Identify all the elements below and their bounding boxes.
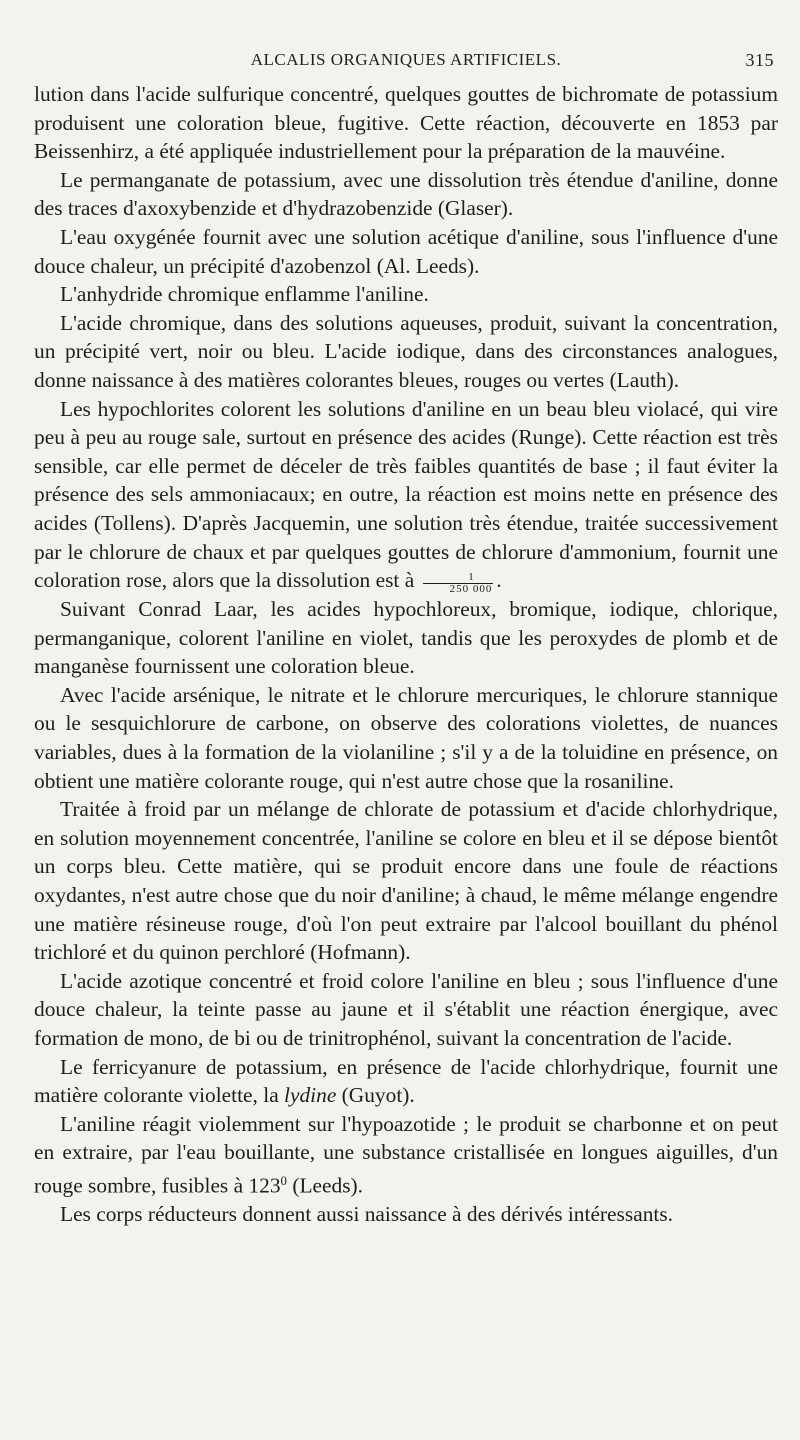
paragraph: Traitée à froid par un mélange de chlorate de potassium et d'acide chlorhydrique, en solution moyennement concentrée, l'aniline se colore en bleu et il se dépose bientôt un corps bleu. Cette matière, qui se produit encore dans une foule de réactions oxydantes, n'est autre chose que du noir d'aniline; à chaud, le même mélange engendre une matière résineuse rouge, d'où l'on peut extraire par l'alcool bouillant du phénol trichloré et du quinon perchloré (Hofmann).: [34, 797, 778, 965]
body-text: [34, 80, 778, 1229]
degree-mark: 0: [280, 1173, 287, 1188]
paragraph: Le permanganate de potassium, avec une dissolution très étendue d'aniline, donne des traces d'axoxybenzide et d'hydrazobenzide (Glaser).: [34, 167, 778, 221]
paragraph: [34, 1053, 778, 1110]
paragraph: [34, 1110, 778, 1200]
paragraph: lution dans l'acide sulfurique concentré, quelques gouttes de bichromate de potassium produisent une coloration bleue, fugitive. Cette réaction, découverte en 1853 par Beissenhirz, a été appliquée industriellement pour la préparation de la mauvéine.: [34, 82, 778, 164]
running-title: ALCALIS ORGANIQUES ARTIFICIELS.: [250, 50, 562, 69]
paragraph-text: Les hypochlorites colorent les solutions d'aniline en un beau bleu violacé, qui vire peu à peu au rouge sale, surtout en présence des acides (Runge). Cette réaction est très sensible, car elle permet de déceler de très faibles quantités de base ; il faut éviter la présence des sels ammoniacaux; en outre, la réaction est moins nette en présence des acides (Tollens). D'après Jacquemin, une solution très étendue, traitée successivement par le chlorure de chaux et par quelques gouttes de chlorure d'ammonium, fournit une coloration rose, alors que la dissolution est à: [34, 396, 778, 593]
paragraph: Suivant Conrad Laar, les acides hypochloreux, bromique, iodique, chlorique, permanganique, colorent l'aniline en violet, tandis que les peroxydes de plomb et de manganèse fournissent une coloration bleue.: [34, 597, 778, 679]
leeds-suffix: (Leeds).: [286, 1173, 363, 1198]
paragraph-text: Le ferricyanure de potassium, en présence de l'acide chlorhydrique, fournit une matière colorante violette, la: [34, 1054, 778, 1108]
fraction: [423, 572, 494, 595]
paragraph: [34, 395, 778, 596]
fraction-numerator: 1: [423, 572, 494, 584]
paragraph: L'acide azotique concentré et froid colore l'aniline en bleu ; sous l'influence d'une douce chaleur, la teinte passe au jaune et il s'établit une réaction énergique, avec formation de mono, de bi ou de trinitrophénol, suivant la concentration de l'acide.: [34, 968, 778, 1050]
paragraph: Les corps réducteurs donnent aussi naissance à des dérivés intéressants.: [60, 1202, 674, 1227]
paragraph: L'anhydride chromique enflamme l'aniline.: [60, 282, 429, 307]
lydine-term: lydine: [284, 1083, 337, 1108]
paragraph-text: L'aniline réagit violemment sur l'hypoazotide ; le produit se charbonne et on peut en extraire, par l'eau bouillante, une substance cristallisée en longues aiguilles, d'un rouge sombre, fusibles à 123: [34, 1111, 778, 1198]
fraction-suffix: .: [496, 568, 502, 593]
paragraph: Avec l'acide arsénique, le nitrate et le chlorure mercuriques, le chlorure stannique ou le sesquichlorure de carbone, on observe des colorations violettes, de nuances variables, dues à la formation de la violaniline ; s'il y a de la toluidine en présence, on obtient une matière colorante rouge, qui n'est autre chose que la rosaniline.: [34, 682, 778, 793]
running-head: [34, 40, 778, 80]
paragraph: L'acide chromique, dans des solutions aqueuses, produit, suivant la concentration, un précipité vert, noir ou bleu. L'acide iodique, dans des circonstances analogues, donne naissance à des matières colorantes bleues, rouges ou vertes (Lauth).: [34, 310, 778, 392]
page-number: 315: [745, 50, 774, 70]
lydine-suffix: (Guyot).: [336, 1083, 415, 1108]
fraction-denominator: 250 000: [449, 583, 493, 596]
paragraph: L'eau oxygénée fournit avec une solution acétique d'aniline, sous l'influence d'une douce chaleur, un précipité d'azobenzol (Al. Leeds).: [34, 224, 778, 278]
